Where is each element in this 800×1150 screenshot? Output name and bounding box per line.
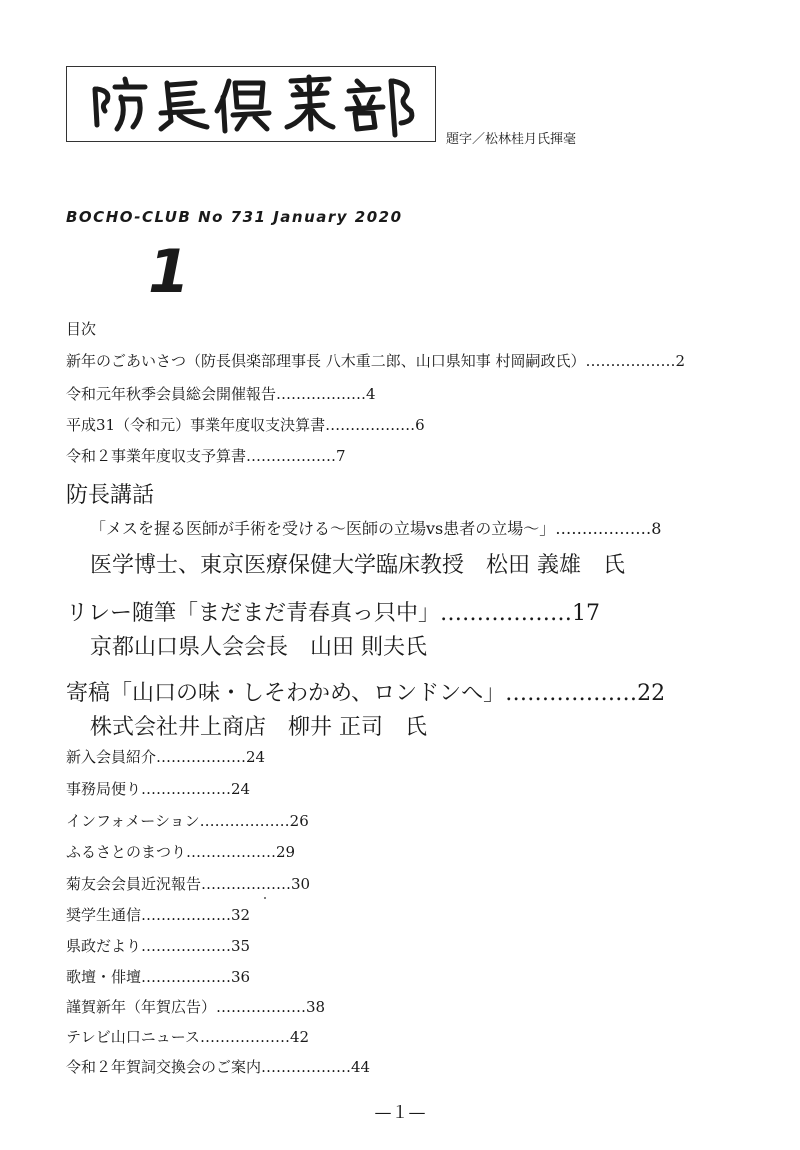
relay-essay-author: 京都山口県人会会長 山田 則夫氏 [90,635,427,660]
toc-item-kikuyukai-report: 菊友会会員近況報告………………30 [66,875,311,893]
toc-item-poetry: 歌壇・俳壇………………36 [66,968,251,986]
calligraphy-title-box [66,66,436,142]
lecture-title: 「メスを握る医師が手術を受ける～医師の立場vs患者の立場～」………………8 [90,519,662,538]
toc-item-reception-invite: 令和２年賀詞交換会のご案内………………44 [66,1058,371,1076]
toc-item-scholarship: 奨学生通信………………32 [66,906,251,924]
contribution-title: 寄稿「山口の味・しそわかめ、ロンドンへ」………………22 [66,681,666,706]
calligraphy-title-image [67,67,437,143]
toc-item-tv-news: テレビ山口ニュース………………42 [66,1028,310,1046]
issue-line: BOCHO-CLUB No 731 January 2020 [66,208,403,226]
toc-item-new-year-ads: 謹賀新年（年賀広告）………………38 [66,998,326,1016]
toc-item-information: インフォメーション………………26 [66,812,309,830]
toc-item-new-year-greeting: 新年のごあいさつ（防長倶楽部理事長 八木重二郎、山口県知事 村岡嗣政氏）………………2 [66,352,686,370]
page-number: —１— [374,1103,426,1123]
print-speck [264,897,266,899]
issue-number: 1 [148,237,190,307]
lecture-heading: 防長講話 [66,483,155,508]
relay-essay-title: リレー随筆「まだまだ青春真っ只中」………………17 [66,601,600,626]
lecture-speaker: 医学博士、東京医療保健大学臨床教授 松田 義雄 氏 [90,553,625,578]
toc-item-hometown-festival: ふるさとのまつり………………29 [66,843,296,861]
toc-item-new-members: 新入会員紹介………………24 [66,748,266,766]
toc-item-budget: 令和２事業年度収支予算書………………7 [66,447,346,465]
toc-item-prefecture-news: 県政だより………………35 [66,937,251,955]
toc-item-settlement: 平成31（令和元）事業年度収支決算書………………6 [66,416,425,434]
toc-item-office-news: 事務局便り………………24 [66,780,251,798]
calligraphy-credit: 題字／松林桂月氏揮毫 [446,132,577,147]
contribution-author: 株式会社井上商店 柳井 正司 氏 [90,715,427,740]
toc-item-autumn-meeting: 令和元年秋季会員総会開催報告………………4 [66,385,376,403]
toc-heading: 目次 [66,320,97,338]
